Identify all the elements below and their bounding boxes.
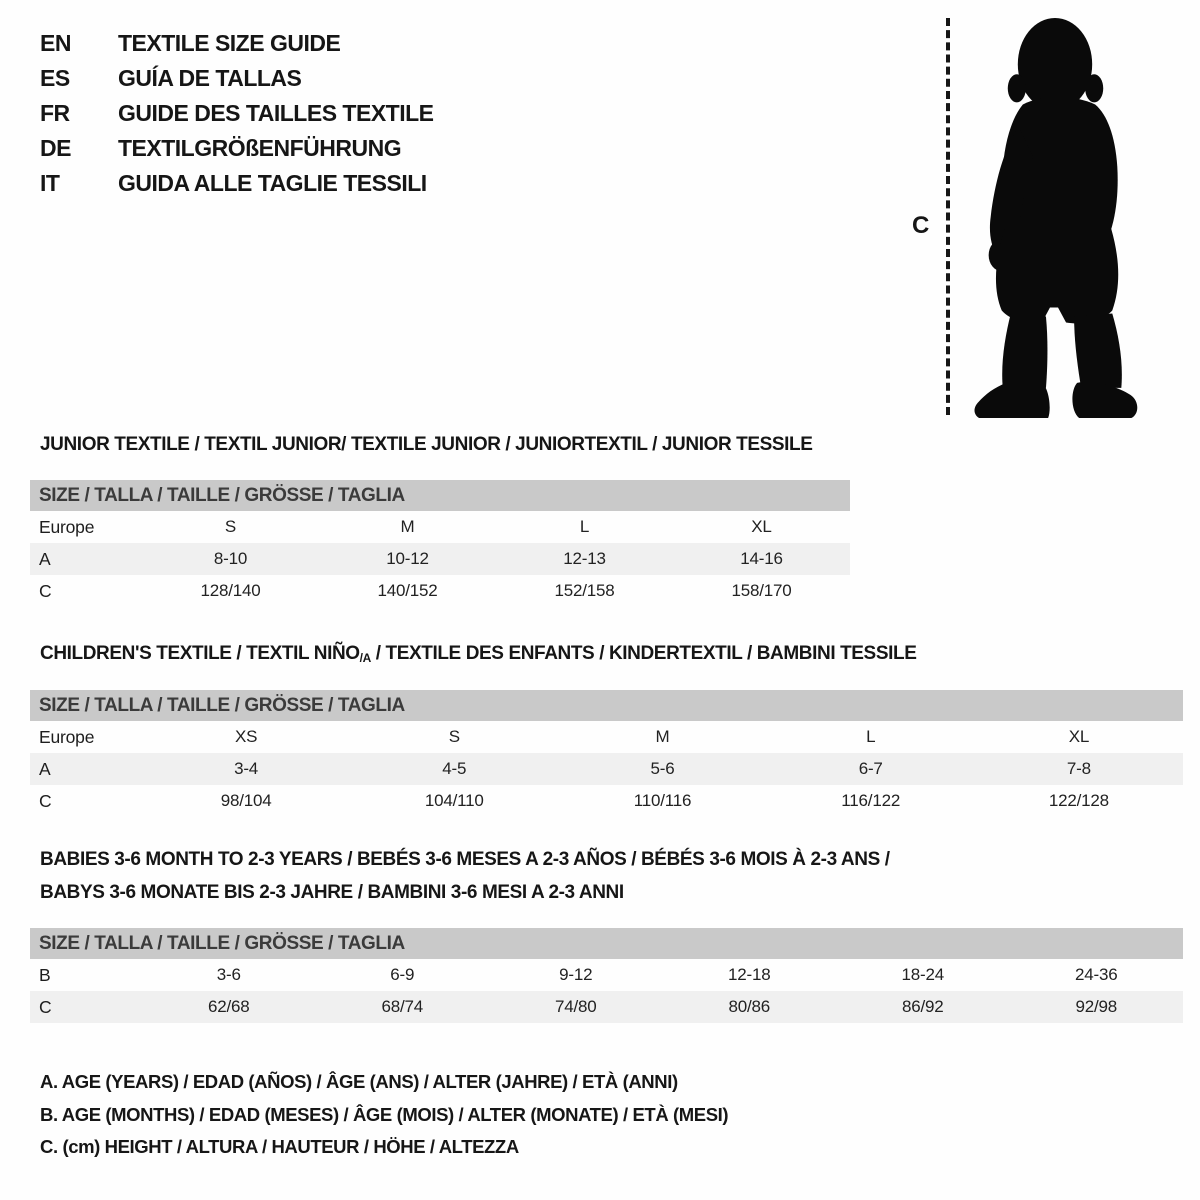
- table-cell: 62/68: [207, 997, 250, 1016]
- language-code: ES: [40, 65, 70, 91]
- table-cell: 3-6: [216, 965, 241, 984]
- table-cell: S: [224, 517, 237, 536]
- row-label: Europe: [39, 516, 95, 537]
- table-cell: L: [579, 517, 590, 536]
- children-title-pre: CHILDREN'S TEXTILE / TEXTIL NIÑO: [40, 643, 360, 664]
- language-title-list: [40, 26, 434, 201]
- table-cell: 6-9: [390, 965, 415, 984]
- toddler-silhouette-icon: [970, 16, 1142, 418]
- table-cell: 158/170: [731, 581, 792, 600]
- junior-size-table: [30, 480, 850, 607]
- language-row: [40, 131, 434, 166]
- language-row: [40, 166, 434, 201]
- children-size-table: [30, 690, 1183, 817]
- table-cell: S: [448, 727, 460, 746]
- language-code: EN: [40, 30, 71, 56]
- table-cell: 116/122: [841, 791, 901, 810]
- table-cell: 4-5: [442, 759, 467, 778]
- table-cell: 74/80: [554, 997, 597, 1016]
- table-row: [30, 753, 1183, 785]
- table-cell: XL: [1068, 727, 1090, 746]
- babies-title-line2: BABYS 3-6 MONATE BIS 2-3 JAHRE / BAMBINI 3-6 MESI A 2-3 ANNI: [40, 882, 624, 903]
- size-header-bar: SIZE / TALLA / TAILLE / GRÖSSE / TAGLIA: [30, 928, 1183, 959]
- language-title: GUIDE DES TAILLES TEXTILE: [118, 100, 434, 126]
- size-header-bar: SIZE / TALLA / TAILLE / GRÖSSE / TAGLIA: [30, 480, 850, 511]
- table-cell: 12-18: [728, 965, 771, 984]
- height-measure-dashed-line: [946, 18, 950, 415]
- table-cell: 14-16: [740, 549, 783, 568]
- table-row: [30, 511, 850, 543]
- children-title-sub: /A: [359, 651, 371, 665]
- table-cell: 24-36: [1075, 965, 1118, 984]
- legend-line-a: A. AGE (YEARS) / EDAD (AÑOS) / ÂGE (ANS) / ALTER (JAHRE) / ETÀ (ANNI): [40, 1071, 678, 1093]
- table-cell: 7-8: [1066, 759, 1091, 778]
- table-cell: 152/158: [554, 581, 615, 600]
- language-code: IT: [40, 170, 60, 196]
- row-label: C: [39, 790, 52, 811]
- table-cell: M: [655, 727, 670, 746]
- row-label: A: [39, 758, 51, 779]
- junior-textile-title: JUNIOR TEXTILE / TEXTIL JUNIOR/ TEXTILE JUNIOR / JUNIORTEXTIL / JUNIOR TESSILE: [40, 434, 813, 455]
- table-cell: 6-7: [858, 759, 883, 778]
- children-title-post: / TEXTILE DES ENFANTS / KINDERTEXTIL / BAMBINI TESSILE: [370, 643, 917, 664]
- table-row: [30, 543, 850, 575]
- height-measure-label: C: [912, 212, 930, 239]
- language-row: [40, 26, 434, 61]
- language-code: FR: [40, 100, 70, 126]
- table-cell: 18-24: [901, 965, 944, 984]
- table-cell: 98/104: [220, 791, 272, 810]
- table-cell: 10-12: [386, 549, 429, 568]
- table-cell: 9-12: [559, 965, 593, 984]
- table-cell: 122/128: [1048, 791, 1109, 810]
- language-row: [40, 61, 434, 96]
- table-cell: 3-4: [234, 759, 259, 778]
- size-header-bar: SIZE / TALLA / TAILLE / GRÖSSE / TAGLIA: [30, 690, 1183, 721]
- table-row: [30, 991, 1183, 1023]
- table-cell: 86/92: [901, 997, 944, 1016]
- table-cell: 68/74: [381, 997, 424, 1016]
- table-cell: 92/98: [1075, 997, 1118, 1016]
- language-title: TEXTILGRÖßENFÜHRUNG: [118, 135, 402, 161]
- table-cell: 104/110: [424, 791, 484, 810]
- table-cell: 12-13: [563, 549, 606, 568]
- children-textile-title: [40, 643, 916, 665]
- language-title: TEXTILE SIZE GUIDE: [118, 30, 341, 56]
- table-row: [30, 785, 1183, 817]
- table-row: [30, 575, 850, 607]
- babies-size-table: [30, 928, 1183, 1023]
- language-title: GUÍA DE TALLAS: [118, 65, 302, 91]
- table-cell: 128/140: [200, 581, 261, 600]
- table-cell: 80/86: [728, 997, 771, 1016]
- table-cell: 140/152: [377, 581, 438, 600]
- row-label: A: [39, 548, 51, 569]
- row-label: Europe: [39, 726, 95, 747]
- legend-line-c: C. (cm) HEIGHT / ALTURA / HAUTEUR / HÖHE / ALTEZZA: [40, 1136, 519, 1158]
- table-cell: 5-6: [650, 759, 675, 778]
- babies-title-line1: BABIES 3-6 MONTH TO 2-3 YEARS / BEBÉS 3-6 MESES A 2-3 AÑOS / BÉBÉS 3-6 MOIS À 2-3 ANS /: [40, 849, 890, 870]
- table-cell: XL: [751, 517, 772, 536]
- table-cell: XS: [234, 727, 258, 746]
- row-label: C: [39, 996, 52, 1017]
- table-cell: M: [400, 517, 415, 536]
- table-cell: 8-10: [213, 549, 248, 568]
- row-label: C: [39, 580, 52, 601]
- legend-line-b: B. AGE (MONTHS) / EDAD (MESES) / ÂGE (MOIS) / ALTER (MONATE) / ETÀ (MESI): [40, 1103, 729, 1125]
- language-code: DE: [40, 135, 71, 161]
- table-cell: 110/116: [633, 791, 692, 810]
- table-cell: L: [866, 727, 876, 746]
- row-label: B: [39, 964, 51, 985]
- language-title: GUIDA ALLE TAGLIE TESSILI: [118, 170, 427, 196]
- table-row: [30, 721, 1183, 753]
- table-row: [30, 959, 1183, 991]
- language-row: [40, 96, 434, 131]
- legend: [40, 1066, 728, 1164]
